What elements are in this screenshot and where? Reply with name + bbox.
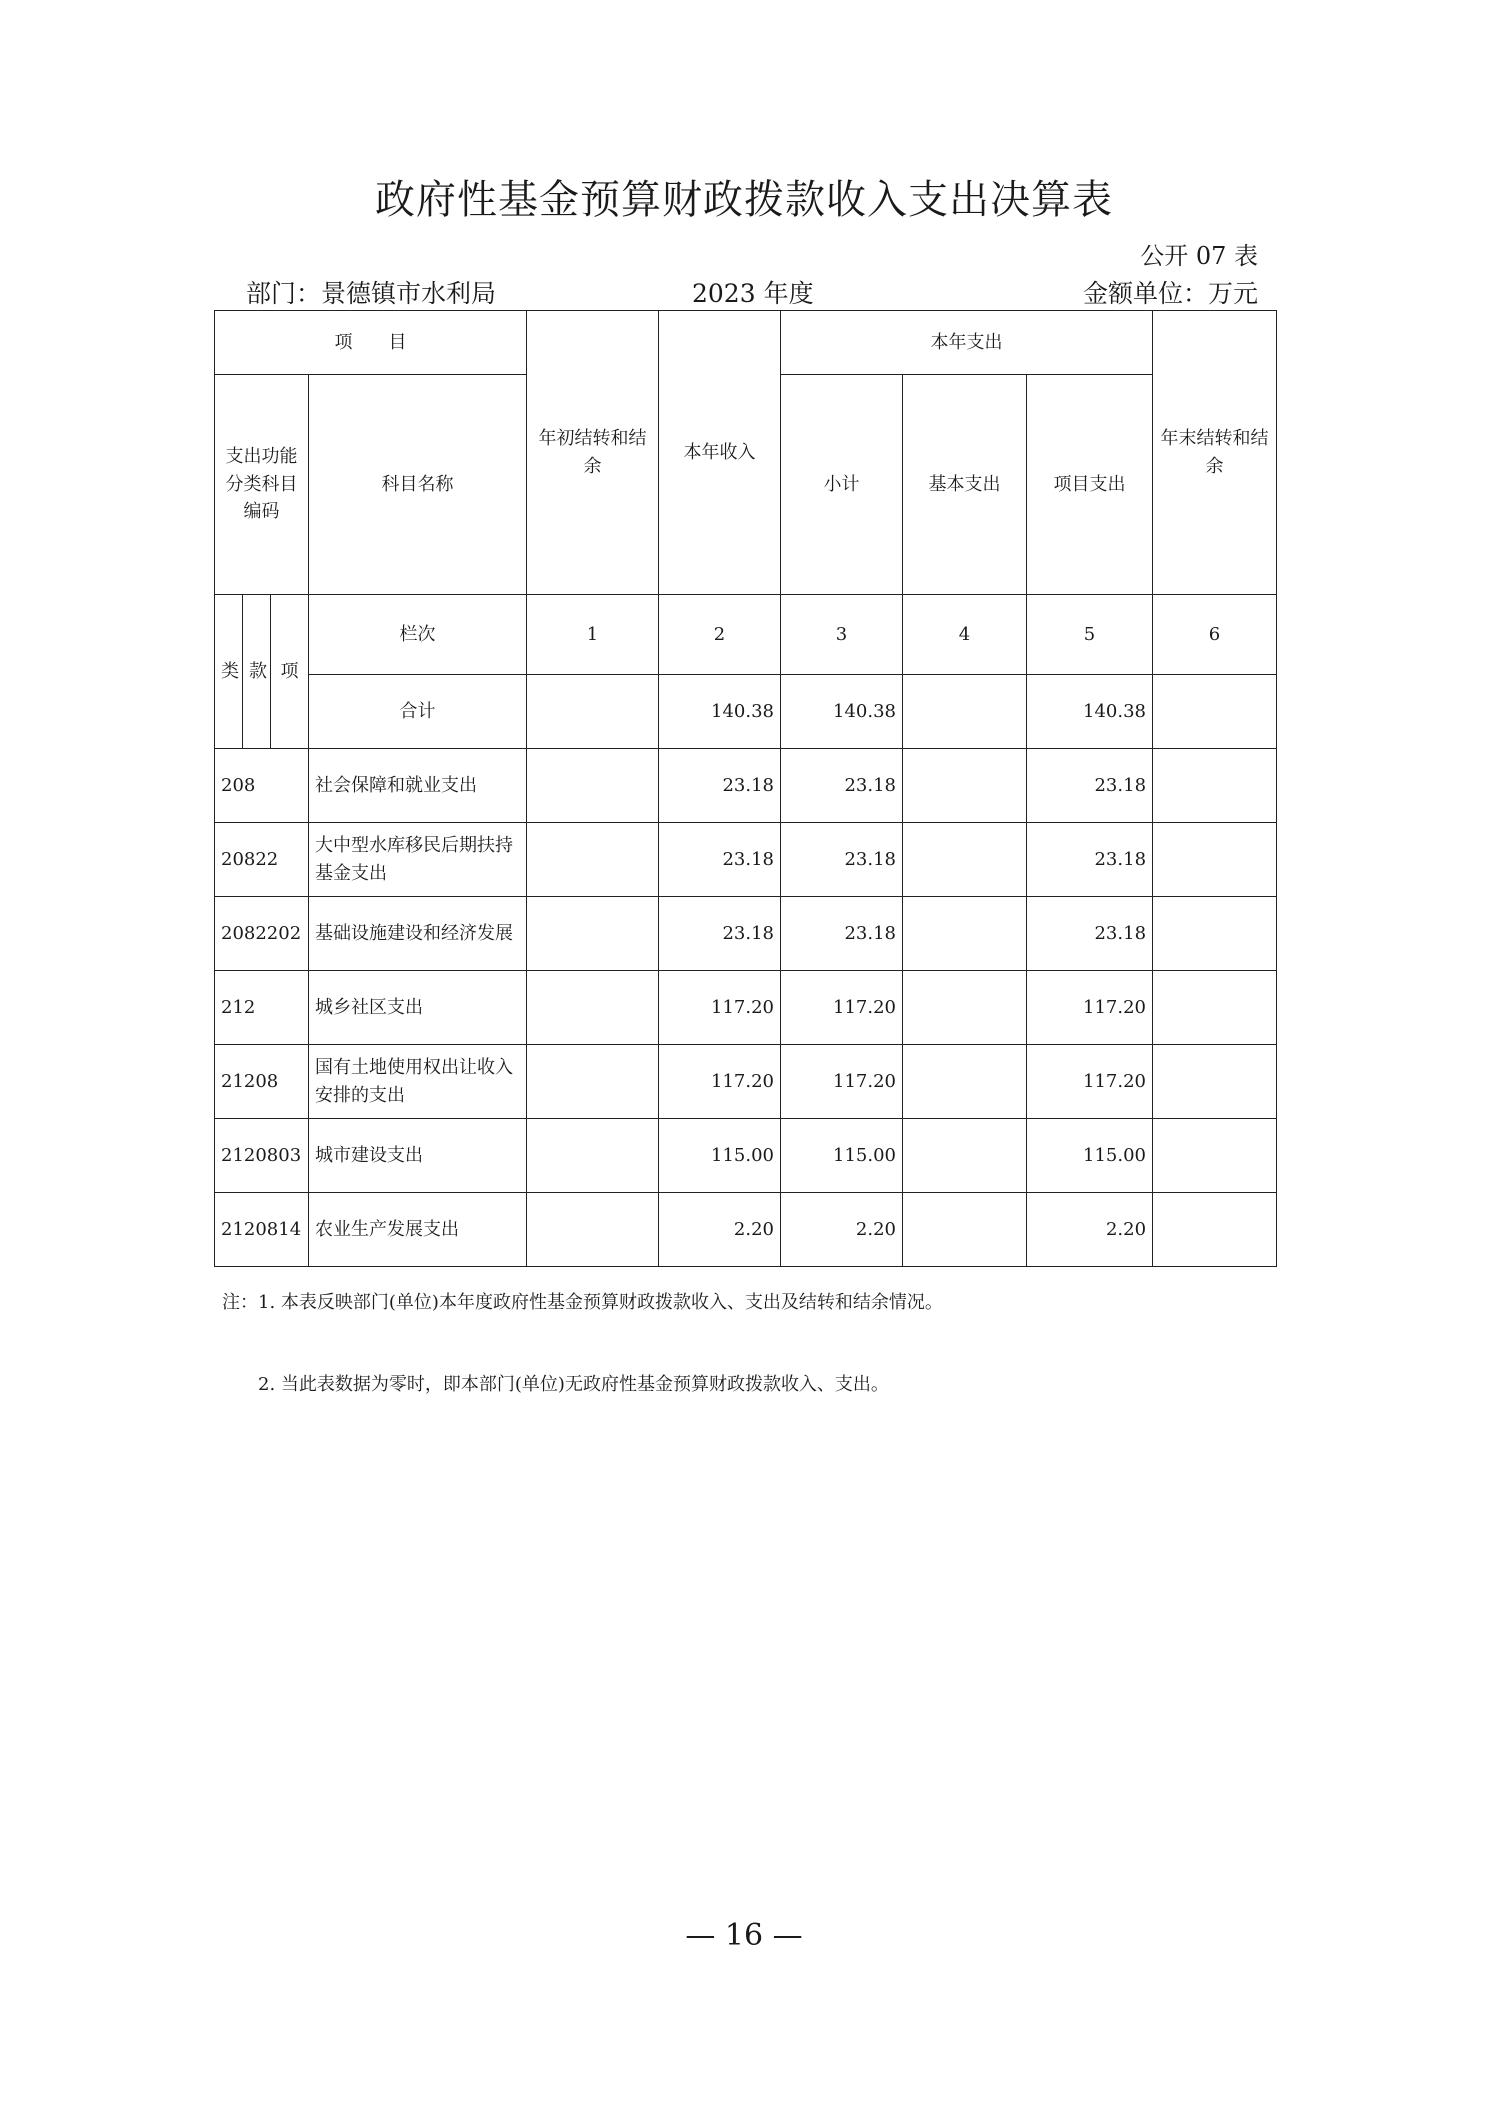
total-row bbox=[215, 675, 1277, 749]
column-number-2: 2 bbox=[659, 595, 781, 675]
header-xiang: 项 bbox=[271, 595, 309, 749]
row-name: 国有土地使用权出让收入安排的支出 bbox=[309, 1045, 527, 1119]
row-begin bbox=[527, 897, 659, 971]
row-subtotal: 115.00 bbox=[781, 1119, 903, 1193]
row-begin bbox=[527, 1045, 659, 1119]
row-project: 23.18 bbox=[1027, 897, 1153, 971]
total-begin bbox=[527, 675, 659, 749]
total-end bbox=[1153, 675, 1277, 749]
row-name: 城市建设支出 bbox=[309, 1119, 527, 1193]
budget-table bbox=[214, 310, 1277, 1267]
row-name: 大中型水库移民后期扶持基金支出 bbox=[309, 823, 527, 897]
column-number-5: 5 bbox=[1027, 595, 1153, 675]
header-basic: 基本支出 bbox=[903, 375, 1027, 595]
row-project: 23.18 bbox=[1027, 749, 1153, 823]
row-income: 23.18 bbox=[659, 897, 781, 971]
row-end bbox=[1153, 823, 1277, 897]
column-number-3: 3 bbox=[781, 595, 903, 675]
row-project: 23.18 bbox=[1027, 823, 1153, 897]
header-project: 项 目 bbox=[215, 311, 527, 375]
header-begin-balance: 年初结转和结余 bbox=[527, 311, 659, 595]
row-code: 2120814 bbox=[215, 1193, 309, 1267]
row-basic bbox=[903, 1119, 1027, 1193]
table-row bbox=[215, 749, 1277, 823]
row-basic bbox=[903, 749, 1027, 823]
row-code: 20822 bbox=[215, 823, 309, 897]
row-income: 23.18 bbox=[659, 749, 781, 823]
row-begin bbox=[527, 1193, 659, 1267]
row-project: 117.20 bbox=[1027, 1045, 1153, 1119]
total-basic bbox=[903, 675, 1027, 749]
total-project: 140.38 bbox=[1027, 675, 1153, 749]
row-project: 115.00 bbox=[1027, 1119, 1153, 1193]
row-subtotal: 117.20 bbox=[781, 1045, 903, 1119]
note-1: 注：1. 本表反映部门(单位)本年度政府性基金预算财政拨款收入、支出及结转和结余情况。 bbox=[222, 1292, 943, 1313]
row-income: 117.20 bbox=[659, 1045, 781, 1119]
row-begin bbox=[527, 749, 659, 823]
row-code: 208 bbox=[215, 749, 309, 823]
row-end bbox=[1153, 971, 1277, 1045]
year-label: 2023 年度 bbox=[692, 279, 814, 308]
row-basic bbox=[903, 823, 1027, 897]
table-row bbox=[215, 1045, 1277, 1119]
column-number-6: 6 bbox=[1153, 595, 1277, 675]
row-end bbox=[1153, 749, 1277, 823]
row-subtotal: 23.18 bbox=[781, 897, 903, 971]
row-name: 农业生产发展支出 bbox=[309, 1193, 527, 1267]
row-code: 212 bbox=[215, 971, 309, 1045]
row-begin bbox=[527, 971, 659, 1045]
table-row bbox=[215, 971, 1277, 1045]
column-number-1: 1 bbox=[527, 595, 659, 675]
table-number: 公开 07 表 bbox=[1140, 242, 1258, 270]
row-begin bbox=[527, 823, 659, 897]
total-subtotal: 140.38 bbox=[781, 675, 903, 749]
row-project: 117.20 bbox=[1027, 971, 1153, 1045]
row-basic bbox=[903, 897, 1027, 971]
header-project-expense: 项目支出 bbox=[1027, 375, 1153, 595]
row-end bbox=[1153, 1045, 1277, 1119]
row-code: 2082202 bbox=[215, 897, 309, 971]
header-kuan: 款 bbox=[243, 595, 271, 749]
row-subtotal: 117.20 bbox=[781, 971, 903, 1045]
row-subtotal: 23.18 bbox=[781, 823, 903, 897]
header-expense: 本年支出 bbox=[781, 311, 1153, 375]
row-name: 社会保障和就业支出 bbox=[309, 749, 527, 823]
row-income: 117.20 bbox=[659, 971, 781, 1045]
row-income: 23.18 bbox=[659, 823, 781, 897]
header-end-balance: 年末结转和结余 bbox=[1153, 311, 1277, 595]
total-income: 140.38 bbox=[659, 675, 781, 749]
column-label: 栏次 bbox=[309, 595, 527, 675]
header-func-code: 支出功能分类科目编码 bbox=[215, 375, 309, 595]
table-row bbox=[215, 1193, 1277, 1267]
unit-label: 金额单位：万元 bbox=[1082, 279, 1258, 308]
row-name: 城乡社区支出 bbox=[309, 971, 527, 1045]
row-end bbox=[1153, 897, 1277, 971]
row-income: 2.20 bbox=[659, 1193, 781, 1267]
row-basic bbox=[903, 1045, 1027, 1119]
page-number: — 16 — bbox=[685, 1918, 803, 1953]
row-basic bbox=[903, 1193, 1027, 1267]
table-row bbox=[215, 823, 1277, 897]
table-row bbox=[215, 1119, 1277, 1193]
row-project: 2.20 bbox=[1027, 1193, 1153, 1267]
row-code: 2120803 bbox=[215, 1119, 309, 1193]
row-name: 基础设施建设和经济发展 bbox=[309, 897, 527, 971]
total-label: 合计 bbox=[309, 675, 527, 749]
row-subtotal: 23.18 bbox=[781, 749, 903, 823]
column-number-4: 4 bbox=[903, 595, 1027, 675]
row-code: 21208 bbox=[215, 1045, 309, 1119]
page-title: 政府性基金预算财政拨款收入支出决算表 bbox=[375, 177, 1113, 223]
header-subtotal: 小计 bbox=[781, 375, 903, 595]
row-end bbox=[1153, 1193, 1277, 1267]
header-subject-name: 科目名称 bbox=[309, 375, 527, 595]
note-2: 2. 当此表数据为零时，即本部门(单位)无政府性基金预算财政拨款收入、支出。 bbox=[258, 1374, 889, 1395]
department-label: 部门：景德镇市水利局 bbox=[246, 279, 497, 308]
row-end bbox=[1153, 1119, 1277, 1193]
row-income: 115.00 bbox=[659, 1119, 781, 1193]
header-income: 本年收入 bbox=[659, 311, 781, 595]
row-begin bbox=[527, 1119, 659, 1193]
table-row bbox=[215, 897, 1277, 971]
row-subtotal: 2.20 bbox=[781, 1193, 903, 1267]
row-basic bbox=[903, 971, 1027, 1045]
header-lei: 类 bbox=[215, 595, 243, 749]
